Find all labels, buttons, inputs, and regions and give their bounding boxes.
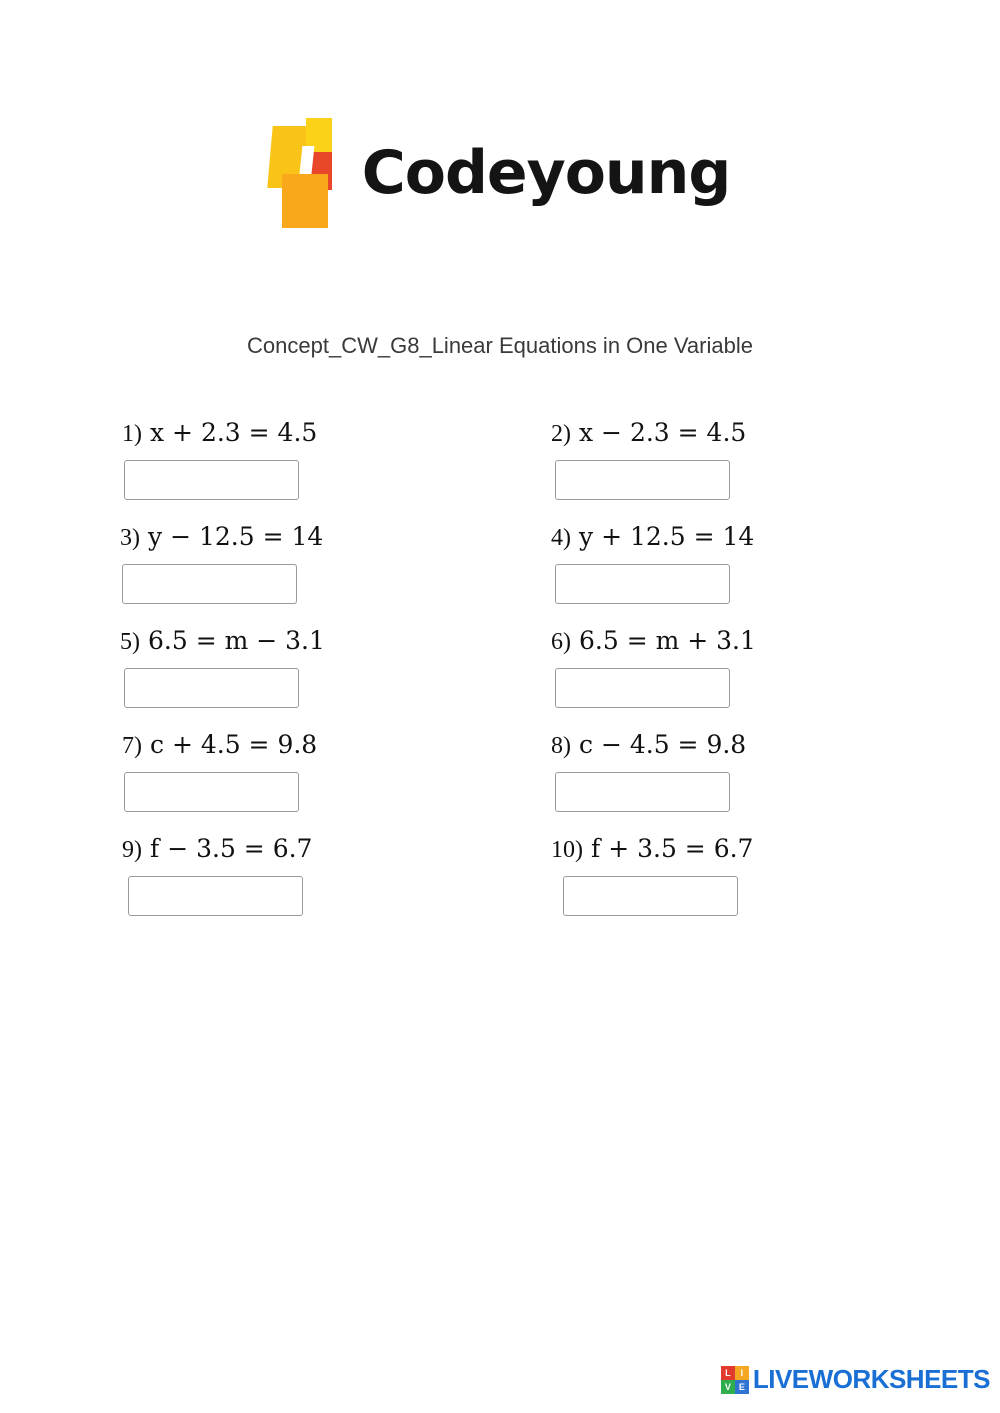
answer-input[interactable] bbox=[555, 460, 730, 500]
problem-equation: c − 4.5 = 9.8 bbox=[579, 730, 747, 759]
liveworksheets-tiles-icon bbox=[721, 1366, 749, 1394]
problem-row bbox=[118, 522, 888, 604]
problem-item bbox=[503, 730, 888, 812]
problem-number: 2) bbox=[551, 421, 571, 447]
problem-row bbox=[118, 730, 888, 812]
problem-number: 3) bbox=[120, 525, 140, 551]
problem-equation: 6.5 = m − 3.1 bbox=[148, 626, 325, 655]
problem-number: 8) bbox=[551, 733, 571, 759]
liveworksheets-brand-text: LIVEWORKSHEETS bbox=[752, 1364, 990, 1394]
problem-statement bbox=[122, 418, 503, 448]
problem-equation: y − 12.5 = 14 bbox=[148, 522, 324, 551]
tile-l: L bbox=[721, 1366, 735, 1380]
problem-item bbox=[118, 626, 503, 708]
problem-statement bbox=[551, 626, 888, 656]
footer bbox=[0, 1364, 1000, 1395]
problem-number: 10) bbox=[551, 837, 583, 863]
problem-equation: x + 2.3 = 4.5 bbox=[150, 418, 318, 447]
problem-item bbox=[503, 522, 888, 604]
tile-v: V bbox=[721, 1380, 735, 1394]
problem-equation: x − 2.3 = 4.5 bbox=[579, 418, 747, 447]
problem-number: 9) bbox=[122, 837, 142, 863]
answer-input[interactable] bbox=[122, 564, 297, 604]
tile-e: E bbox=[735, 1380, 749, 1394]
problem-equation: c + 4.5 = 9.8 bbox=[150, 730, 318, 759]
brand-logo bbox=[0, 108, 1000, 238]
problem-statement bbox=[551, 522, 888, 552]
problem-equation: 6.5 = m + 3.1 bbox=[579, 626, 756, 655]
problem-number: 7) bbox=[122, 733, 142, 759]
answer-input[interactable] bbox=[124, 772, 299, 812]
problem-row bbox=[118, 418, 888, 500]
problem-number: 1) bbox=[122, 421, 142, 447]
problem-item bbox=[118, 418, 503, 500]
tile-i: I bbox=[735, 1366, 749, 1380]
answer-input[interactable] bbox=[555, 564, 730, 604]
answer-input[interactable] bbox=[124, 460, 299, 500]
problem-number: 6) bbox=[551, 629, 571, 655]
problem-list bbox=[118, 418, 888, 938]
answer-input[interactable] bbox=[563, 876, 738, 916]
page-title: Concept_CW_G8_Linear Equations in One Variable bbox=[247, 333, 753, 358]
problem-statement bbox=[551, 418, 888, 448]
problem-equation: y + 12.5 = 14 bbox=[579, 522, 755, 551]
answer-input[interactable] bbox=[555, 668, 730, 708]
problem-statement bbox=[551, 730, 888, 760]
problem-equation: f − 3.5 = 6.7 bbox=[150, 834, 313, 863]
problem-item bbox=[118, 522, 503, 604]
problem-statement bbox=[122, 730, 503, 760]
problem-row bbox=[118, 834, 888, 916]
problem-item bbox=[503, 834, 888, 916]
codeyoung-logo-mark-icon bbox=[270, 118, 348, 228]
problem-statement bbox=[120, 522, 503, 552]
problem-statement bbox=[551, 834, 888, 864]
problem-item bbox=[118, 834, 503, 916]
answer-input[interactable] bbox=[124, 668, 299, 708]
answer-input[interactable] bbox=[128, 876, 303, 916]
problem-statement bbox=[122, 834, 503, 864]
problem-item bbox=[503, 418, 888, 500]
answer-input[interactable] bbox=[555, 772, 730, 812]
problem-item bbox=[118, 730, 503, 812]
problem-statement bbox=[120, 626, 503, 656]
problem-equation: f + 3.5 = 6.7 bbox=[591, 834, 754, 863]
problem-row bbox=[118, 626, 888, 708]
brand-logo-text: Codeyoung bbox=[361, 138, 731, 208]
liveworksheets-logo[interactable] bbox=[721, 1364, 990, 1395]
problem-item bbox=[503, 626, 888, 708]
problem-number: 4) bbox=[551, 525, 571, 551]
problem-number: 5) bbox=[120, 629, 140, 655]
